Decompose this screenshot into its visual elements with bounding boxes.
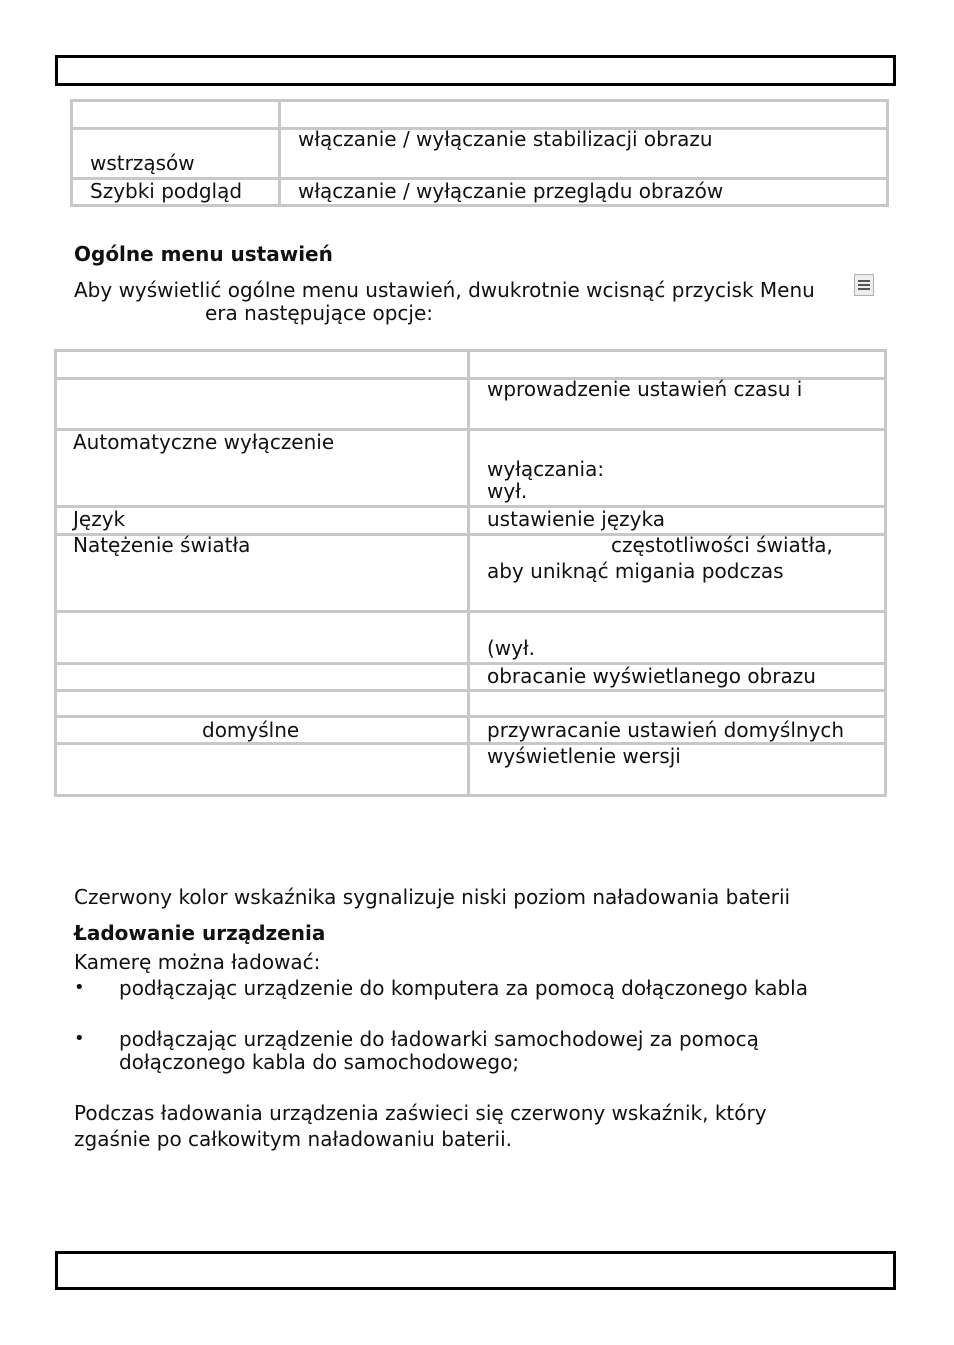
table-cell-description: przywracanie ustawień domyślnych <box>487 718 845 742</box>
table-cell <box>470 533 884 610</box>
table-cell-description: (wył. <box>487 636 536 660</box>
charging-paragraph: Podczas ładowania urządzenia zaświeci się czerwony wskaźnik, który <box>74 1101 767 1125</box>
table-cell <box>470 377 884 428</box>
list-item: podłączając urządzenie do komputera za pomocą dołączonego kabla <box>119 976 808 1000</box>
table-cell <box>73 180 278 204</box>
table-cell-label: Natężenie światła <box>73 533 251 557</box>
table-cell-description: włączanie / wyłączanie przeglądu obrazów <box>298 179 724 203</box>
table-cell <box>470 352 884 377</box>
table-cell-description: wył. <box>487 479 528 503</box>
battery-note: Czerwony kolor wskaźnika sygnalizuje niski poziom naładowania baterii <box>74 885 791 909</box>
menu-list-icon <box>854 274 874 296</box>
table-cell-description: włączanie / wyłączanie stabilizacji obrazu <box>298 127 713 151</box>
table-cell <box>57 533 467 610</box>
table-cell-label: Automatyczne wyłączenie <box>73 430 335 454</box>
settings-table-2 <box>54 349 887 797</box>
table-cell <box>281 102 886 127</box>
table-cell <box>470 431 884 505</box>
table-cell <box>470 665 884 689</box>
table-cell <box>470 692 884 715</box>
table-cell <box>57 665 467 689</box>
table-cell-description: wyłączania: <box>487 457 605 481</box>
table-cell-label: Szybki podgląd <box>90 179 243 203</box>
table-cell-description: częstotliwości światła, <box>611 533 833 557</box>
table-cell <box>281 180 886 204</box>
table-cell <box>73 102 278 127</box>
bullet-icon: • <box>74 977 85 998</box>
table-cell-description: wyświetlenie wersji <box>487 744 681 768</box>
intro-text-continued: era następujące opcje: <box>205 301 434 325</box>
table-cell <box>57 718 467 742</box>
table-cell <box>470 613 884 662</box>
list-item-continued: dołączonego kabla do samochodowego; <box>119 1050 520 1074</box>
section-heading: Ładowanie urządzenia <box>74 921 326 945</box>
table-cell <box>57 692 467 715</box>
table-cell-label: Język <box>73 507 126 531</box>
table-cell <box>57 380 467 428</box>
table-cell-label: wstrząsów <box>90 151 195 175</box>
table-cell-description: ustawienie języka <box>487 507 665 531</box>
table-cell <box>57 508 467 533</box>
charging-intro: Kamerę można ładować: <box>74 950 321 974</box>
table-cell <box>57 613 467 662</box>
table-cell <box>57 352 467 377</box>
table-cell <box>470 745 884 794</box>
table-cell <box>470 718 884 742</box>
table-cell <box>57 431 467 505</box>
table-cell <box>73 130 278 177</box>
intro-text: Aby wyświetlić ogólne menu ustawień, dwukrotnie wcisnąć przycisk Menu <box>74 278 815 302</box>
list-item: podłączając urządzenie do ładowarki samochodowej za pomocą <box>119 1027 759 1051</box>
footer-frame <box>55 1251 896 1290</box>
table-cell <box>57 745 467 794</box>
charging-paragraph-continued: zgaśnie po całkowitym naładowaniu baterii. <box>74 1127 512 1151</box>
table-cell-label: domyślne <box>202 718 300 742</box>
header-frame <box>55 55 896 86</box>
section-heading: Ogólne menu ustawień <box>74 242 333 266</box>
table-cell <box>281 127 886 177</box>
table-cell-description: aby uniknąć migania podczas <box>487 559 784 583</box>
table-cell <box>470 508 884 533</box>
settings-table-1 <box>70 99 889 207</box>
bullet-icon: • <box>74 1028 85 1049</box>
table-cell-description: obracanie wyświetlanego obrazu <box>487 664 816 688</box>
table-cell-description: wprowadzenie ustawień czasu i <box>487 377 803 401</box>
